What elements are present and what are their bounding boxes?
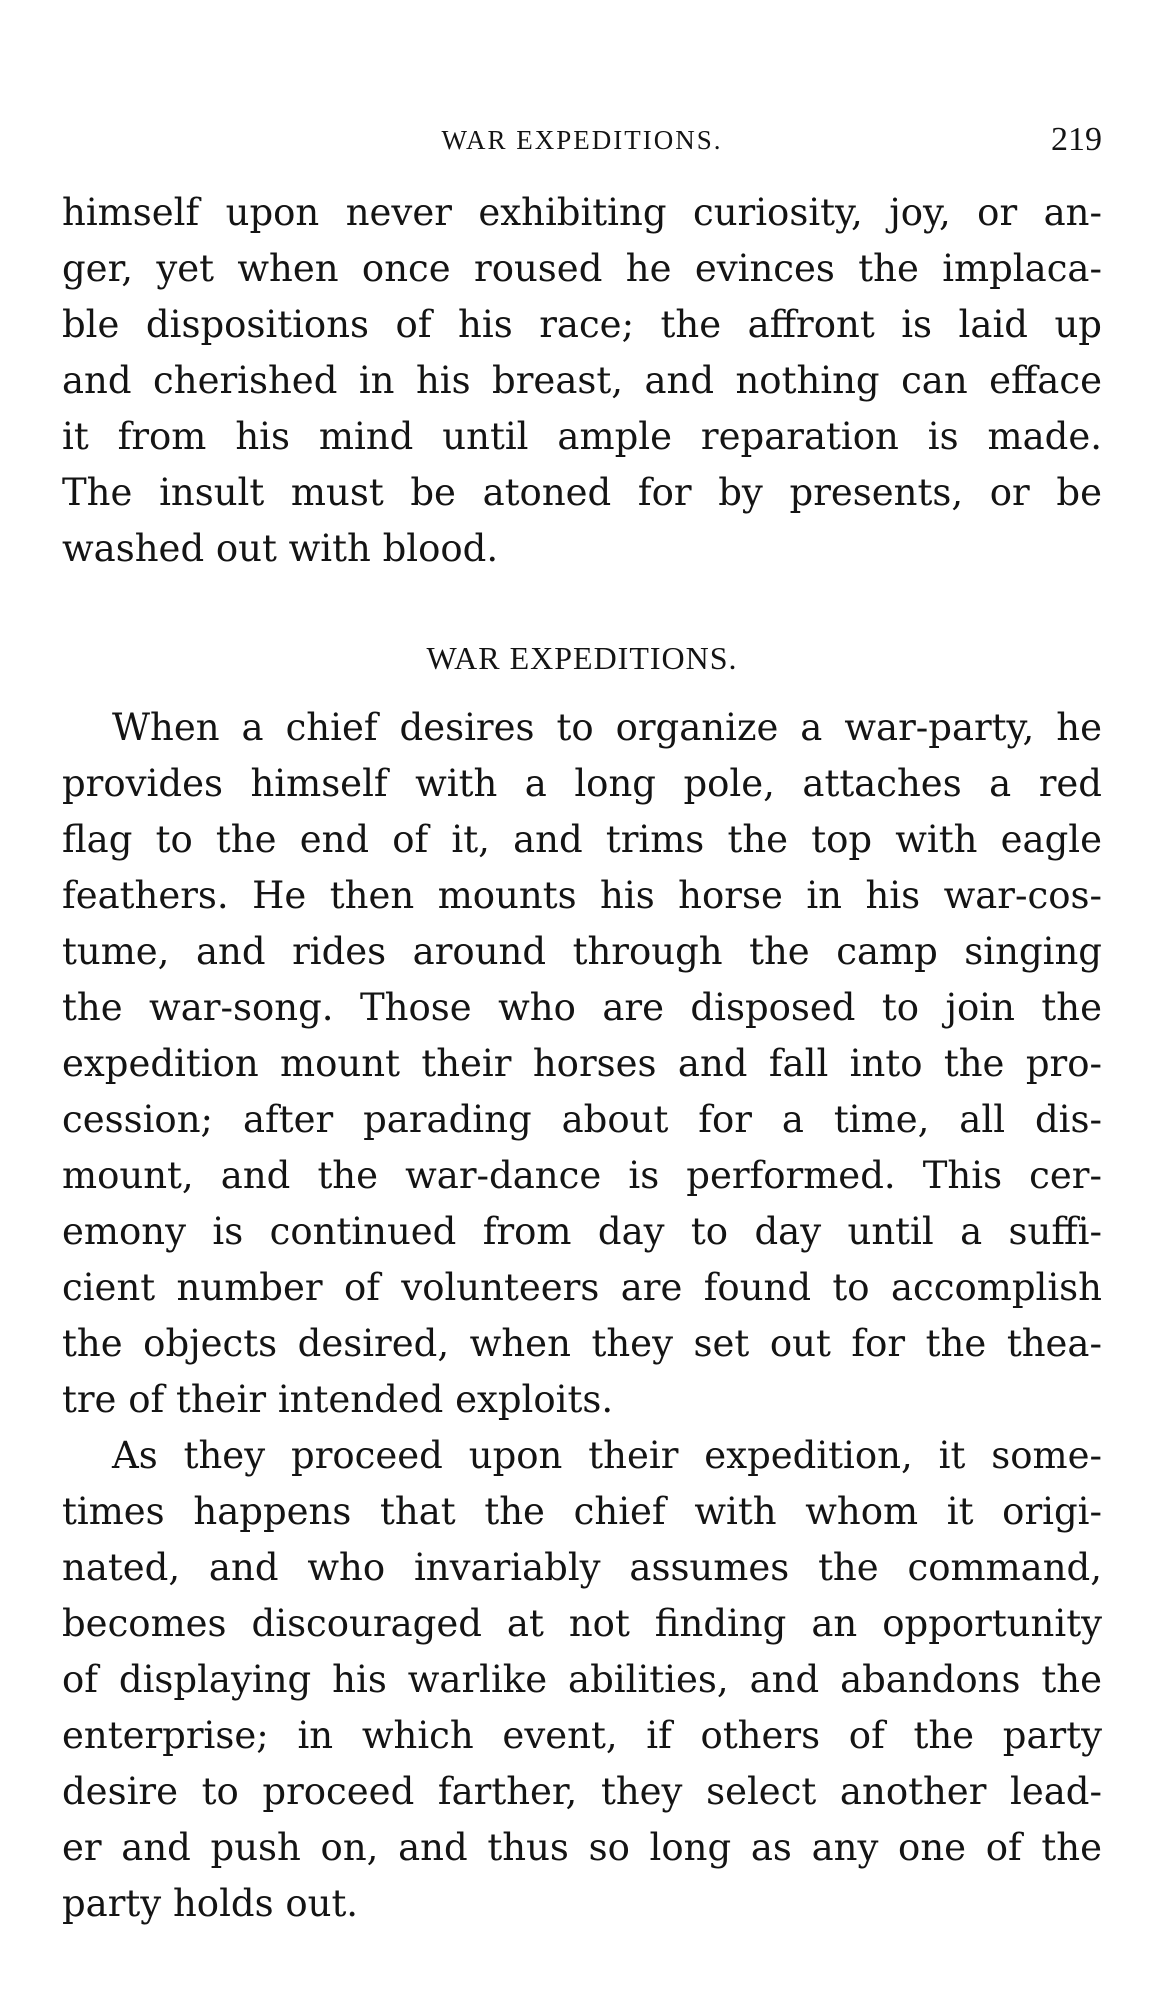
text-line: As they proceed upon their expedition, it some- [112, 1434, 1102, 1477]
text-line: cession; after parading about for a time, all dis- [62, 1098, 1102, 1141]
text-line: cient number of volunteers are found to accomplish [62, 1266, 1102, 1309]
text-line: of displaying his warlike abilities, and abandons the [62, 1658, 1102, 1701]
text-line: tre of their intended exploits. [62, 1378, 614, 1421]
text-line: the objects desired, when they set out for the thea- [62, 1322, 1102, 1365]
text-line: When a chief desires to organize a war-party, he [112, 706, 1102, 749]
text-line: becomes discouraged at not finding an opportunity [62, 1602, 1102, 1645]
text-line: himself upon never exhibiting curiosity, joy, or an- [62, 191, 1102, 234]
text-line: provides himself with a long pole, attaches a red [62, 762, 1102, 805]
text-line: mount, and the war-dance is performed. This cer- [62, 1154, 1102, 1197]
book-page [62, 0, 1102, 1995]
text-line: tume, and rides around through the camp singing [62, 930, 1102, 973]
text-line: times happens that the chief with whom it origi- [62, 1490, 1102, 1533]
text-line: er and push on, and thus so long as any one of the [62, 1826, 1102, 1869]
text-line: The insult must be atoned for by presents, or be [62, 471, 1102, 514]
text-line: emony is continued from day to day until a suffi- [62, 1210, 1102, 1253]
text-line: feathers. He then mounts his horse in his war-cos- [62, 874, 1102, 917]
text-line: and cherished in his breast, and nothing can efface [62, 359, 1102, 402]
running-head [62, 118, 1102, 162]
text-line: enterprise; in which event, if others of the party [62, 1714, 1102, 1757]
text-line: party holds out. [62, 1882, 359, 1925]
text-line: desire to proceed farther, they select another lead- [62, 1770, 1102, 1813]
section-heading: WAR EXPEDITIONS. [426, 640, 738, 676]
text-line: it from his mind until ample reparation is made. [62, 415, 1102, 458]
text-line: flag to the end of it, and trims the top with eagle [62, 818, 1102, 861]
running-title: WAR EXPEDITIONS. [441, 125, 723, 155]
text-line: ble dispositions of his race; the affront is laid up [62, 303, 1102, 346]
text-line: ger, yet when once roused he evinces the implaca- [62, 247, 1102, 290]
text-line: nated, and who invariably assumes the command, [62, 1546, 1102, 1589]
text-line: washed out with blood. [62, 527, 499, 570]
page-number: 219 [1051, 121, 1102, 158]
text-line: the war-song. Those who are disposed to join the [62, 986, 1102, 1029]
text-line: expedition mount their horses and fall into the pro- [62, 1042, 1102, 1085]
